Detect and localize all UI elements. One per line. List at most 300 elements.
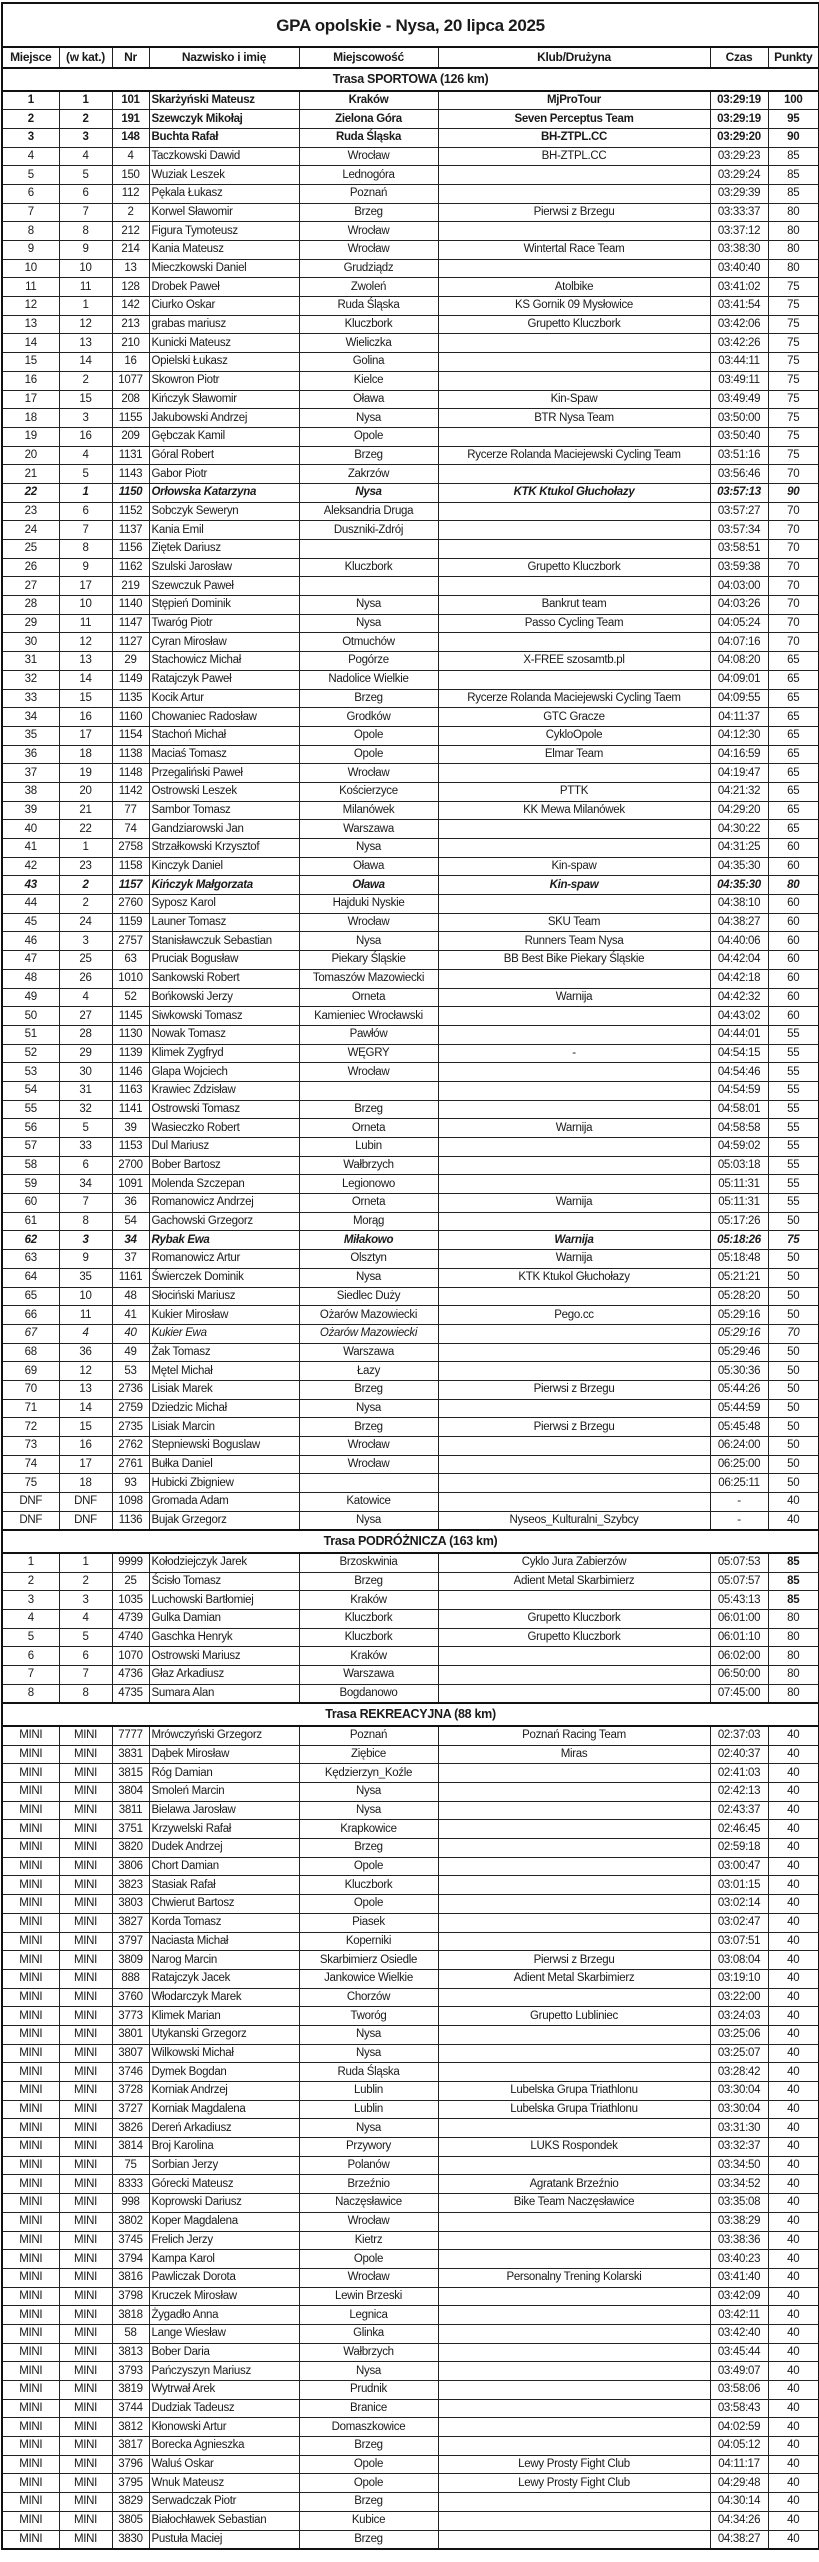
category-place-cell: 17 [59,1455,112,1474]
bib-number-cell: 2735 [112,1418,149,1437]
bib-number-cell: 1136 [112,1511,149,1530]
place-cell: 30 [2,633,59,652]
bib-number-cell: 3795 [112,2474,149,2493]
points-cell: 40 [768,2100,819,2119]
city-cell: Kluczbork [299,1610,438,1629]
name-cell: Włodarczyk Marek [149,1988,299,2007]
place-cell: 13 [2,315,59,334]
place-cell: 52 [2,1044,59,1063]
time-cell: 03:44:11 [710,353,768,372]
points-cell: 40 [768,1857,819,1876]
points-cell: 40 [768,1913,819,1932]
time-cell: 03:29:19 [710,91,768,110]
city-cell: Brzeg [299,1839,438,1858]
points-cell: 40 [768,1839,819,1858]
points-cell: 75 [768,371,819,390]
table-row [2,1839,819,1858]
city-cell: Oława [299,857,438,876]
bib-number-cell: 39 [112,1119,149,1138]
points-cell: 95 [768,110,819,129]
place-cell: 66 [2,1306,59,1325]
city-cell: Kluczbork [299,1628,438,1647]
time-cell: 05:03:18 [710,1156,768,1175]
club-cell [438,764,710,783]
city-cell: Wałbrzych [299,1156,438,1175]
time-cell: 05:17:26 [710,1212,768,1231]
points-cell: 80 [768,222,819,241]
table-row [2,1951,819,1970]
points-cell: 50 [768,1250,819,1269]
category-place-cell: 16 [59,427,112,446]
category-place-cell: 17 [59,577,112,596]
col-header-points: Punkty [768,47,819,68]
city-cell: Tomaszów Mazowiecki [299,969,438,988]
bib-number-cell: 2758 [112,839,149,858]
place-cell: MINI [2,2175,59,2194]
bib-number-cell: 3816 [112,2268,149,2287]
table-row [2,2381,819,2400]
club-cell [438,1474,710,1493]
city-cell: Morąg [299,1212,438,1231]
points-cell: 50 [768,1474,819,1493]
club-cell: Passo Cycling Team [438,614,710,633]
table-row [2,2399,819,2418]
category-place-cell: MINI [59,2044,112,2063]
table-row [2,876,819,895]
table-row [2,184,819,203]
table-row [2,2530,819,2549]
time-cell: 03:41:54 [710,297,768,316]
points-cell: 65 [768,689,819,708]
city-cell: Piasek [299,1913,438,1932]
city-cell: Kluczbork [299,315,438,334]
club-cell: GTC Gracze [438,708,710,727]
points-cell: 60 [768,913,819,932]
bib-number-cell: 3827 [112,1913,149,1932]
time-cell: 04:58:01 [710,1100,768,1119]
name-cell: Glapa Wojciech [149,1063,299,1082]
club-cell: Pierwsi z Brzegu [438,1951,710,1970]
time-cell: 04:54:15 [710,1044,768,1063]
city-cell: Kraków [299,1647,438,1666]
category-place-cell: 14 [59,1399,112,1418]
bib-number-cell: 3831 [112,1745,149,1764]
club-cell [438,2250,710,2269]
name-cell: Koprowski Dariusz [149,2194,299,2213]
time-cell: 04:21:32 [710,782,768,801]
col-header-name: Nazwisko i imię [149,47,299,68]
points-cell: 40 [768,2268,819,2287]
place-cell: 11 [2,278,59,297]
city-cell: Naczęsławice [299,2194,438,2213]
bib-number-cell: 210 [112,334,149,353]
city-cell: Lublin [299,2100,438,2119]
name-cell: Syposz Karol [149,895,299,914]
time-cell: 03:58:51 [710,540,768,559]
time-cell: 04:42:32 [710,988,768,1007]
category-place-cell: MINI [59,1726,112,1745]
table-row [2,1820,819,1839]
city-cell: Nysa [299,2044,438,2063]
time-cell: 03:49:49 [710,390,768,409]
name-cell: Pękala Łukasz [149,184,299,203]
bib-number-cell: 1140 [112,596,149,615]
table-row [2,1063,819,1082]
points-cell: 65 [768,745,819,764]
bib-number-cell: 48 [112,1287,149,1306]
table-row [2,502,819,521]
city-cell: Bogdanowo [299,1684,438,1703]
club-cell: KTK Ktukol Głuchołazy [438,1268,710,1287]
points-cell: 40 [768,1726,819,1745]
category-place-cell: DNF [59,1511,112,1530]
place-cell: 61 [2,1212,59,1231]
bib-number-cell: 148 [112,128,149,147]
name-cell: Wytrwał Arek [149,2381,299,2400]
name-cell: Siwkowski Tomasz [149,1007,299,1026]
time-cell: 03:01:15 [710,1876,768,1895]
results-body [2,68,819,2549]
place-cell: 71 [2,1399,59,1418]
table-row [2,1610,819,1629]
place-cell: MINI [2,2511,59,2530]
name-cell: Frelich Jerzy [149,2231,299,2250]
place-cell: MINI [2,2138,59,2157]
table-row [2,166,819,185]
time-cell: 05:43:13 [710,1591,768,1610]
club-cell [438,353,710,372]
table-row [2,558,819,577]
bib-number-cell: 4735 [112,1684,149,1703]
points-cell: 75 [768,446,819,465]
club-cell [438,2530,710,2549]
name-cell: Bober Bartosz [149,1156,299,1175]
bib-number-cell: 1162 [112,558,149,577]
points-cell: 75 [768,297,819,316]
city-cell: Kraków [299,1591,438,1610]
time-cell: 03:40:23 [710,2250,768,2269]
points-cell: 70 [768,577,819,596]
bib-number-cell: 1152 [112,502,149,521]
category-place-cell: 8 [59,1684,112,1703]
city-cell: Brzeg [299,203,438,222]
place-cell: 55 [2,1100,59,1119]
name-cell: Stanisławczuk Sebastian [149,932,299,951]
city-cell: Nysa [299,614,438,633]
name-cell: Orłowska Katarzyna [149,483,299,502]
category-place-cell: MINI [59,2362,112,2381]
club-cell: MjProTour [438,91,710,110]
category-place-cell: 15 [59,689,112,708]
points-cell: 70 [768,502,819,521]
club-cell: Grupetto Kluczbork [438,1628,710,1647]
city-cell: Kielce [299,371,438,390]
club-cell [438,2063,710,2082]
name-cell: Kocik Artur [149,689,299,708]
city-cell: Otmuchów [299,633,438,652]
points-cell: 40 [768,2324,819,2343]
place-cell: MINI [2,1951,59,1970]
name-cell: Hubicki Zbigniew [149,1474,299,1493]
table-row [2,1119,819,1138]
category-place-cell: 6 [59,502,112,521]
time-cell: 03:51:16 [710,446,768,465]
category-place-cell: 11 [59,614,112,633]
city-cell: Nysa [299,1801,438,1820]
points-cell: 85 [768,166,819,185]
points-cell: 75 [768,278,819,297]
time-cell: 03:30:04 [710,2100,768,2119]
name-cell: Sankowski Robert [149,969,299,988]
time-cell: 03:38:30 [710,241,768,260]
club-cell: Rycerze Rolanda Maciejewski Cycling Team [438,446,710,465]
category-place-cell: MINI [59,2268,112,2287]
category-place-cell: 9 [59,241,112,260]
category-place-cell: 4 [59,1324,112,1343]
name-cell: Sobczyk Seweryn [149,502,299,521]
points-cell: 90 [768,128,819,147]
club-cell [438,2493,710,2512]
bib-number-cell: 2736 [112,1380,149,1399]
city-cell: Kędzierzyn_Koźle [299,1764,438,1783]
place-cell: 68 [2,1343,59,1362]
name-cell: Szewczuk Paweł [149,577,299,596]
place-cell: 31 [2,652,59,671]
place-cell: MINI [2,2530,59,2549]
time-cell: 03:29:20 [710,128,768,147]
name-cell: Dziedzic Michał [149,1399,299,1418]
bib-number-cell: 3826 [112,2119,149,2138]
name-cell: Bujak Grzegorz [149,1511,299,1530]
table-row [2,1745,819,1764]
category-place-cell: MINI [59,2474,112,2493]
bib-number-cell: 3812 [112,2418,149,2437]
category-place-cell: MINI [59,2100,112,2119]
category-place-cell: 4 [59,446,112,465]
club-cell [438,1212,710,1231]
time-cell: - [710,1511,768,1530]
points-cell: 40 [768,2194,819,2213]
name-cell: Krzywelski Rafał [149,1820,299,1839]
table-row [2,1801,819,1820]
points-cell: 70 [768,540,819,559]
category-place-cell: 12 [59,315,112,334]
time-cell: 03:25:06 [710,2025,768,2044]
table-row [2,764,819,783]
table-row [2,670,819,689]
club-cell: SKU Team [438,913,710,932]
bib-number-cell: 101 [112,91,149,110]
city-cell: Brzeg [299,2530,438,2549]
category-place-cell: 14 [59,353,112,372]
table-row [2,1932,819,1951]
name-cell: Korwel Sławomir [149,203,299,222]
bib-number-cell: 75 [112,2156,149,2175]
time-cell: 06:25:00 [710,1455,768,1474]
name-cell: Nowak Tomasz [149,1025,299,1044]
time-cell: 03:29:23 [710,147,768,166]
place-cell: 6 [2,1647,59,1666]
time-cell: 03:38:29 [710,2212,768,2231]
name-cell: Romanowicz Andrzej [149,1194,299,1213]
category-place-cell: 36 [59,1343,112,1362]
place-cell: 46 [2,932,59,951]
table-row [2,1343,819,1362]
bib-number-cell: 1149 [112,670,149,689]
time-cell: 03:58:43 [710,2399,768,2418]
category-place-cell: MINI [59,2231,112,2250]
time-cell: 04:05:24 [710,614,768,633]
points-cell: 100 [768,91,819,110]
name-cell: Krawiec Zdzisław [149,1081,299,1100]
time-cell: 04:54:46 [710,1063,768,1082]
points-cell: 60 [768,969,819,988]
name-cell: Kania Mateusz [149,241,299,260]
points-cell: 40 [768,1969,819,1988]
city-cell: Skarbimierz Osiedle [299,1951,438,1970]
table-row [2,1007,819,1026]
category-place-cell: 11 [59,1306,112,1325]
time-cell: 05:29:16 [710,1306,768,1325]
category-place-cell: 6 [59,184,112,203]
city-cell: Poznań [299,1726,438,1745]
place-cell: 42 [2,857,59,876]
city-cell: WĘGRY [299,1044,438,1063]
category-place-cell: 23 [59,857,112,876]
city-cell: Duszniki-Zdrój [299,521,438,540]
bib-number-cell: 1098 [112,1493,149,1512]
name-cell: Kruczek Mirosław [149,2287,299,2306]
category-place-cell: MINI [59,1801,112,1820]
club-cell: Lubelska Grupa Triathlonu [438,2082,710,2101]
points-cell: 55 [768,1100,819,1119]
points-cell: 60 [768,1007,819,1026]
place-cell: 45 [2,913,59,932]
club-cell [438,839,710,858]
club-cell [438,2343,710,2362]
table-row [2,1857,819,1876]
club-cell [438,2511,710,2530]
club-cell: BB Best Bike Piekary Śląskie [438,951,710,970]
club-cell [438,1138,710,1157]
city-cell: Ruda Śląska [299,297,438,316]
place-cell: 3 [2,128,59,147]
points-cell: 65 [768,820,819,839]
place-cell: 65 [2,1287,59,1306]
name-cell: Szulski Jarosław [149,558,299,577]
place-cell: 36 [2,745,59,764]
category-place-cell: MINI [59,2175,112,2194]
points-cell: 80 [768,241,819,260]
bib-number-cell: 3744 [112,2399,149,2418]
bib-number-cell: 3773 [112,2007,149,2026]
time-cell: 03:33:37 [710,203,768,222]
bib-number-cell: 1145 [112,1007,149,1026]
club-cell [438,1666,710,1685]
points-cell: 40 [768,1801,819,1820]
bib-number-cell: 3801 [112,2025,149,2044]
table-row [2,988,819,1007]
category-place-cell: MINI [59,2381,112,2400]
points-cell: 80 [768,203,819,222]
points-cell: 40 [768,1493,819,1512]
table-row [2,2156,819,2175]
name-cell: Lisiak Marcin [149,1418,299,1437]
category-place-cell: 17 [59,726,112,745]
table-row [2,2268,819,2287]
time-cell: 03:35:08 [710,2194,768,2213]
table-row [2,1287,819,1306]
table-row [2,521,819,540]
name-cell: Dudziak Tadeusz [149,2399,299,2418]
category-place-cell: MINI [59,2418,112,2437]
place-cell: 6 [2,184,59,203]
place-cell: 48 [2,969,59,988]
points-cell: 55 [768,1119,819,1138]
category-place-cell: MINI [59,2063,112,2082]
table-row [2,409,819,428]
place-cell: 28 [2,596,59,615]
club-cell [438,1156,710,1175]
club-cell [438,1895,710,1914]
name-cell: Skarżyński Mateusz [149,91,299,110]
category-place-cell: 18 [59,745,112,764]
points-cell: 50 [768,1212,819,1231]
club-cell [438,577,710,596]
bib-number-cell: 1139 [112,1044,149,1063]
name-cell: Stępień Dominik [149,596,299,615]
place-cell: 15 [2,353,59,372]
points-cell: 75 [768,334,819,353]
table-row [2,895,819,914]
bib-number-cell: 1157 [112,876,149,895]
name-cell: Dąbek Mirosław [149,1745,299,1764]
points-cell: 40 [768,2362,819,2381]
table-row [2,128,819,147]
category-place-cell: 29 [59,1044,112,1063]
category-place-cell: 30 [59,1063,112,1082]
category-place-cell: 2 [59,110,112,129]
club-cell [438,540,710,559]
table-row [2,782,819,801]
club-cell: Atolbike [438,278,710,297]
points-cell: 40 [768,2381,819,2400]
table-row [2,2175,819,2194]
table-row [2,708,819,727]
city-cell: Miłakowo [299,1231,438,1250]
points-cell: 80 [768,1647,819,1666]
table-row [2,147,819,166]
name-cell: Pawliczak Dorota [149,2268,299,2287]
points-cell: 75 [768,390,819,409]
points-cell: 40 [768,1876,819,1895]
points-cell: 85 [768,147,819,166]
bib-number-cell: 3830 [112,2530,149,2549]
points-cell: 40 [768,2455,819,2474]
category-place-cell: 14 [59,670,112,689]
name-cell: Utykanski Grzegorz [149,2025,299,2044]
table-row [2,1418,819,1437]
category-place-cell: 9 [59,1250,112,1269]
table-row [2,110,819,129]
time-cell: 05:21:21 [710,1268,768,1287]
place-cell: MINI [2,2306,59,2325]
name-cell: Luchowski Bartłomiej [149,1591,299,1610]
time-cell: 03:02:47 [710,1913,768,1932]
points-cell: 40 [768,2007,819,2026]
bib-number-cell: 1091 [112,1175,149,1194]
club-cell [438,1007,710,1026]
